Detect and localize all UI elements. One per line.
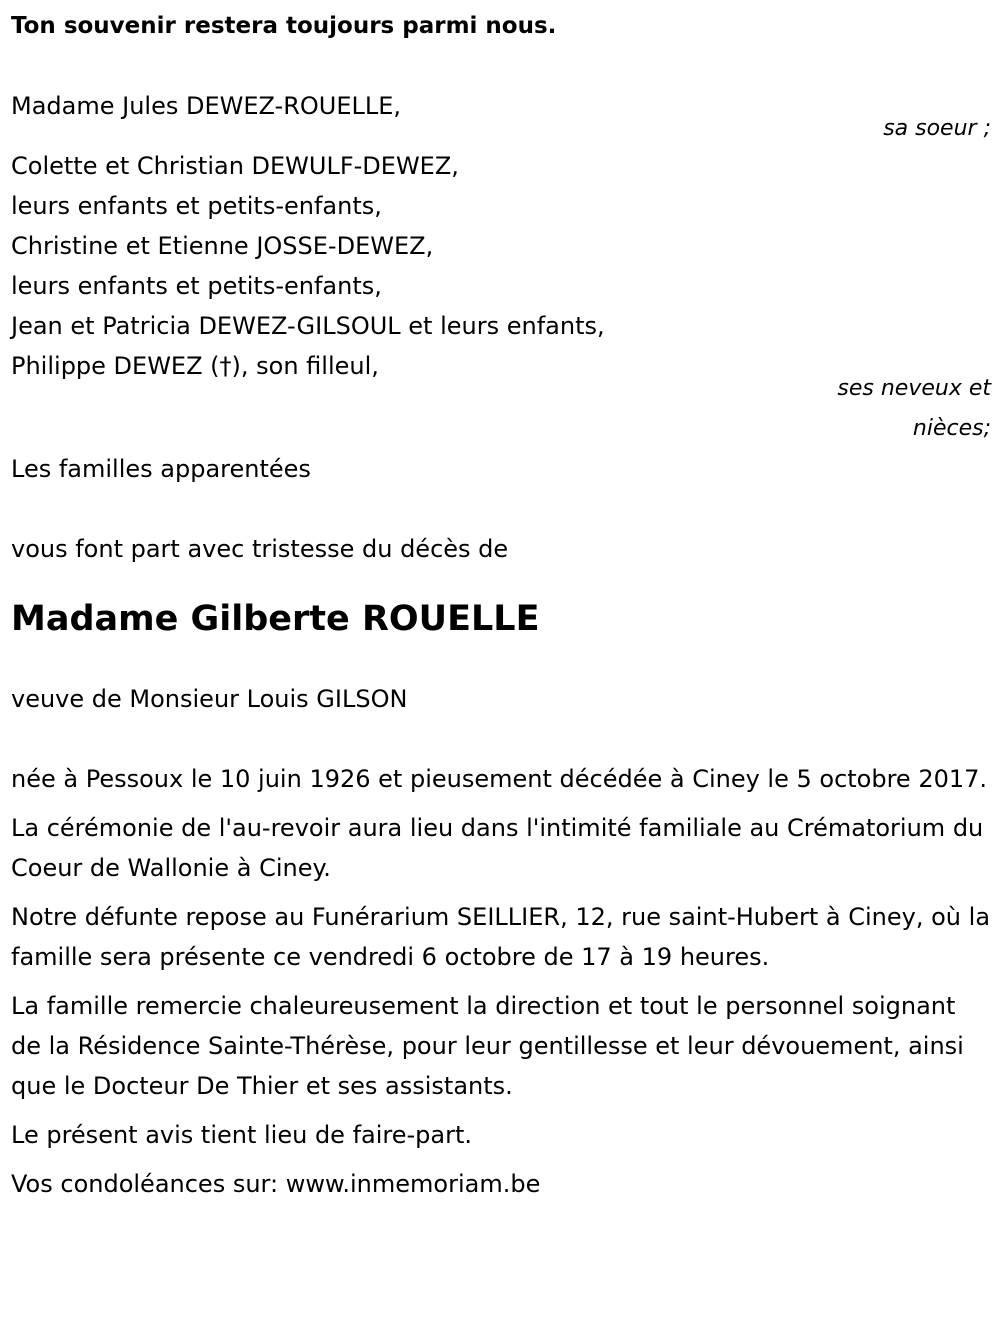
widow-of: veuve de Monsieur Louis GILSON <box>11 685 408 713</box>
related-families: Les familles apparentées <box>11 455 311 483</box>
nephew-line: leurs enfants et petits-enfants, <box>11 272 382 300</box>
obituary-notice <box>11 6 991 1213</box>
nephew-line: Jean et Patricia DEWEZ-GILSOUL et leurs enfants, <box>11 312 605 340</box>
thanks-paragraph: La famille remercie chaleureusement la direction et tout le personnel soignant de la Résidence Sainte-Thérèse, pour leur gentillesse et leur dévouement, ainsi que le Docteur De Thier et ses assistants. <box>11 992 964 1100</box>
nephew-line: Christine et Etienne JOSSE-DEWEZ, <box>11 232 434 260</box>
nephews-list <box>11 146 991 386</box>
sister-relation: sa soeur ; <box>883 116 991 141</box>
family-sister: Madame Jules DEWEZ-ROUELLE, <box>11 92 402 120</box>
motto: Ton souvenir restera toujours parmi nous. <box>11 13 557 39</box>
nephew-line: Colette et Christian DEWULF-DEWEZ, <box>11 152 459 180</box>
deceased-name: Madame Gilberte ROUELLE <box>11 599 540 639</box>
spacer <box>11 46 991 86</box>
nephew-line: leurs enfants et petits-enfants, <box>11 192 382 220</box>
visitation-paragraph: Notre défunte repose au Funérarium SEILLIER, 12, rue saint-Hubert à Ciney, où la famille sera présente ce vendredi 6 octobre de 17 à 19 heures. <box>11 903 991 971</box>
ceremony-paragraph: La cérémonie de l'au-revoir aura lieu dans l'intimité familiale au Crématorium du Coeur de Wallonie à Ciney. <box>11 814 984 882</box>
nephews-relation: ses neveux et <box>837 376 991 401</box>
nephew-line: Philippe DEWEZ (†), son filleul, <box>11 352 379 380</box>
nephews-relation-cont: nièces; <box>912 416 991 441</box>
announcement: vous font part avec tristesse du décès de <box>11 535 509 563</box>
condolences-paragraph: Vos condoléances sur: www.inmemoriam.be <box>11 1170 541 1198</box>
notice-paragraph: Le présent avis tient lieu de faire-part. <box>11 1121 473 1149</box>
birth-death-paragraph: née à Pessoux le 10 juin 1926 et pieusement décédée à Ciney le 5 octobre 2017. <box>11 765 988 793</box>
